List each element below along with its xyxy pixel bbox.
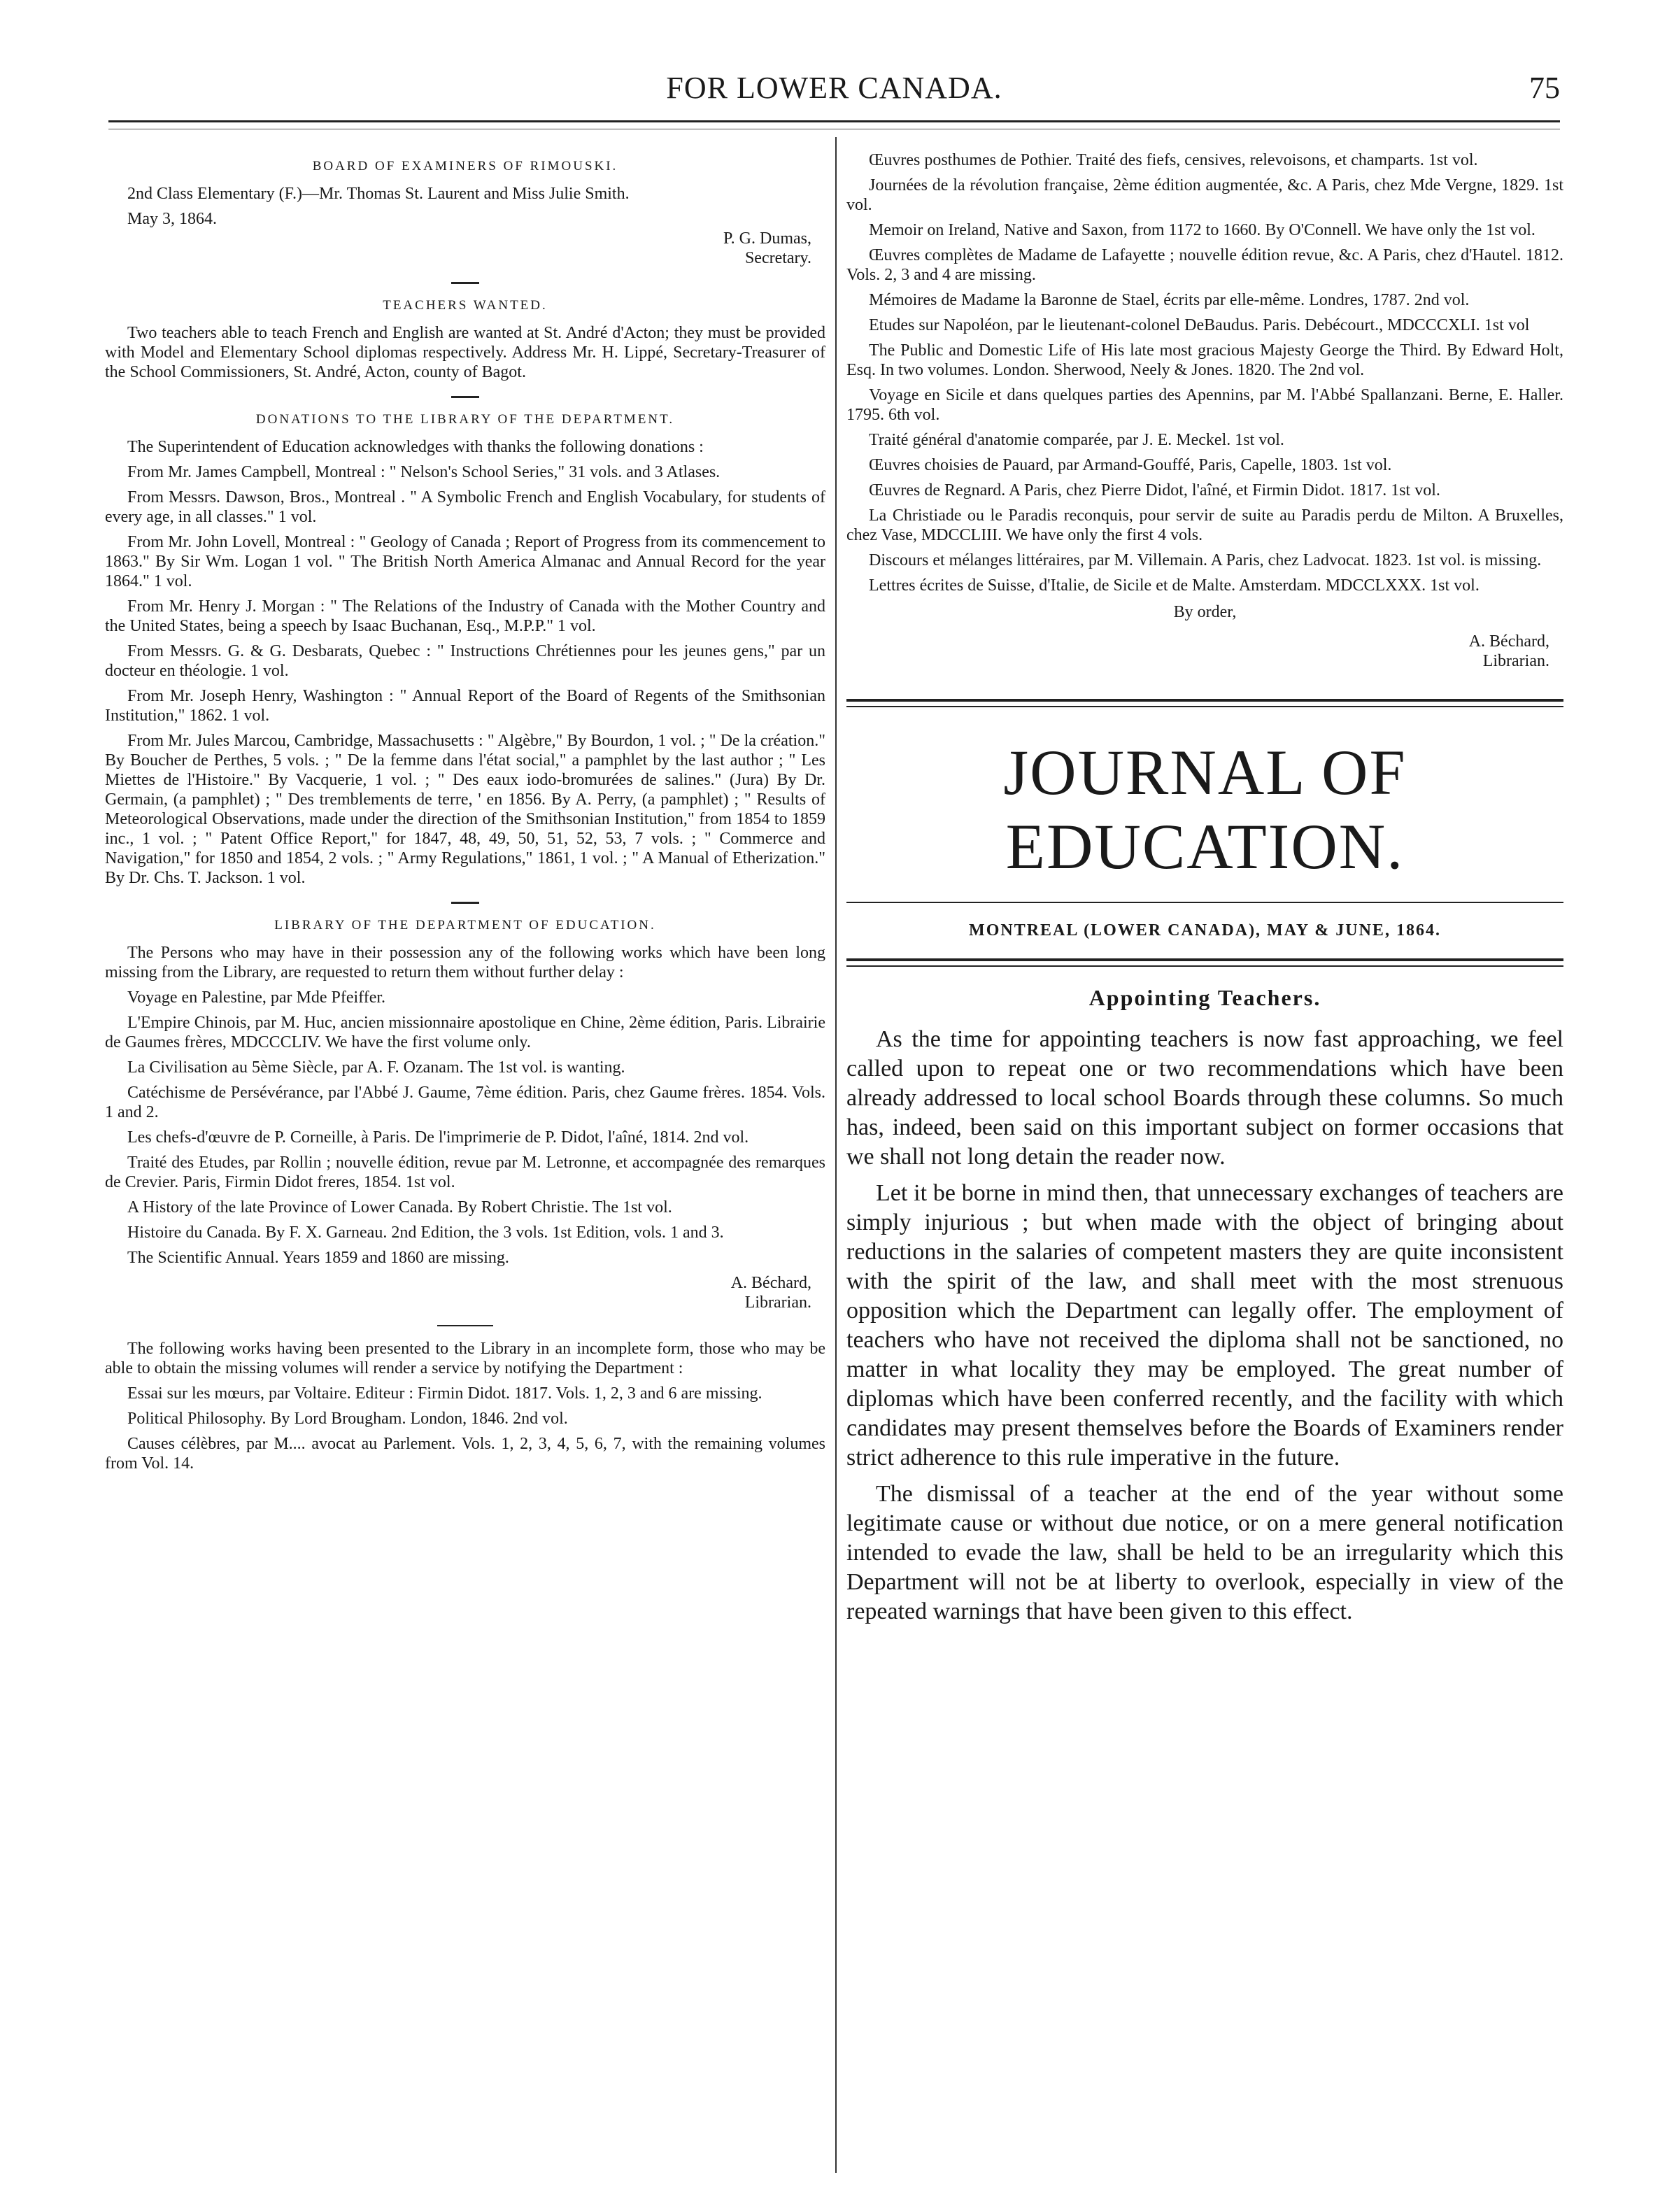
donation-entry: From Mr. Jules Marcou, Cambridge, Massachusetts : " Algèbre," By Bourdon, 1 vol. ; " De la création." By Boucher de Perthes, 5 vols. ; " De la femme dans l'état social," a pamphlet by the last author ; " Les Miettes de l'Histoire." By Vacquerie, 1 vol. ; " Des eaux iodo-bromurées de salines." (Jura) By Dr. Germain, (a pamphlet) ; " Des tremblements de terre, ' en 1856. By A. Perry, (a pamphlet) ; " Results of Meteorological Observations, made under the direction of the Smithsonian Institution," from 1854 to 1859 inc., 1 vol. ; " Patent Office Report," for 1847, 48, 49, 50, 51, 52, 53, 7 vols. ; " Commerce and Navigation," for 1850 and 1854, 2 vols. ; " Army Regulations," 1861, 1 vol. ; " A Manual of Etherization." By Dr. Chs. T. Jackson. 1 vol. (105, 732, 825, 887)
donation-entry: The Superintendent of Education acknowledges with thanks the following donations : (127, 438, 704, 456)
library-signer-title: Librarian. (744, 1293, 811, 1312)
dateline: MONTREAL (LOWER CANADA), MAY & JUNE, 1864. (969, 921, 1441, 940)
board-heading: BOARD OF EXAMINERS OF RIMOUSKI. (312, 159, 618, 173)
article-title: Appointing Teachers. (1088, 985, 1321, 1010)
page-number: 75 (1529, 71, 1560, 105)
donation-entry: From Messrs. G. & G. Desbarats, Quebec : " Instructions Chrétiennes pour les jeunes gens," par un docteur en théologie. 1 vol. (105, 642, 825, 680)
right-signer: A. Béchard, (1468, 632, 1549, 651)
library-heading: LIBRARY OF THE DEPARTMENT OF EDUCATION. (274, 918, 656, 933)
running-title: FOR LOWER CANADA. (666, 71, 1002, 105)
right-column (846, 150, 1563, 1633)
running-head (108, 64, 1560, 113)
teachers-text: Two teachers able to teach French and English are wanted at St. André d'Acton; they must be provided with Model and Elementary School diplomas respectively. Address Mr. H. Lippé, Secretary-Treasurer of the School Commissioners, St. André, Acton, county of Bagot. (105, 324, 825, 381)
teachers-heading: TEACHERS WANTED. (383, 298, 548, 313)
library-entry: Traité des Etudes, par Rollin ; nouvelle édition, revue par M. Letronne, et accompagnée des remarques de Crevier. Paris, Firmin Didot freres, 1854. 1st vol. (105, 1154, 825, 1191)
article-paragraph: The dismissal of a teacher at the end of the year without some legitimate cause or without due notice, or on a mere general notification intended to evade the law, shall be held to be an irregularity which this Department will not be at liberty to overlook, especially in view of the repeated warnings that have been given to this effect. (846, 1481, 1563, 1624)
work-entry: Œuvres choisies de Pauard, par Armand-Gouffé, Paris, Capelle, 1803. 1st vol. (869, 456, 1392, 474)
library-entry: Histoire du Canada. By F. X. Garneau. 2nd Edition, the 3 vols. 1st Edition, vols. 1 and 3. (127, 1224, 724, 1242)
work-entry: Discours et mélanges littéraires, par M. Villemain. A Paris, chez Ladvocat. 1823. 1st vol. is missing. (869, 551, 1542, 569)
work-entry: Traité général d'anatomie comparée, par J. E. Meckel. 1st vol. (869, 431, 1284, 449)
masthead-rule-bottom (846, 958, 1563, 967)
library-entry: La Civilisation au 5ème Siècle, par A. F. Ozanam. The 1st vol. is wanting. (127, 1058, 625, 1077)
incomplete-entry: The following works having been presented to the Library in an incomplete form, those who may be able to obtain the missing volumes will render a service by notifying the Department : (105, 1340, 825, 1377)
incomplete-entry: Political Philosophy. By Lord Brougham. London, 1846. 2nd vol. (127, 1410, 568, 1428)
section-dash (451, 282, 479, 284)
library-entry: Les chefs-d'œuvre de P. Corneille, à Paris. De l'imprimerie de P. Didot, l'aîné, 1814. 2nd vol. (127, 1128, 749, 1147)
journal-title: JOURNAL OF EDUCATION. (1003, 737, 1407, 882)
work-entry: Etudes sur Napoléon, par le lieutenant-colonel DeBaudus. Paris. Debécourt., MDCCCXLI. 1st vol (869, 316, 1530, 334)
library-signer: A. Béchard, (730, 1274, 811, 1292)
work-entry: Œuvres posthumes de Pothier. Traité des fiefs, censives, relevoisons, et champarts. 1st vol. (869, 151, 1478, 169)
right-signer-title: Librarian. (1482, 652, 1549, 670)
work-entry: Œuvres complètes de Madame de Lafayette ; nouvelle édition revue, &c. A Paris, chez d'Hautel. 1812. Vols. 2, 3 and 4 are missing. (846, 246, 1563, 284)
donation-entry: From Mr. Joseph Henry, Washington : " Annual Report of the Board of Regents of the Smithsonian Institution," 1862. 1 vol. (105, 687, 825, 725)
work-entry: La Christiade ou le Paradis reconquis, pour servir de suite au Paradis perdu de Milton. A Bruxelles, chez Vase, MDCCLIII. We have only the first 4 vols. (846, 506, 1563, 544)
column-divider (835, 137, 837, 2173)
by-order: By order, (1173, 603, 1237, 621)
library-entry: L'Empire Chinois, par M. Huc, ancien missionnaire apostolique en Chine, 2ème édition, Paris. Librairie de Gaumes frères, MDCCCLIV. We have the first volume only. (105, 1014, 825, 1051)
library-entry: Catéchisme de Persévérance, par l'Abbé J. Gaume, 7ème édition. Paris, chez Gaume frères. 1854. Vols. 1 and 2. (105, 1084, 825, 1121)
library-entry: The Persons who may have in their possession any of the following works which have been long missing from the Library, are requested to return them without further delay : (105, 944, 825, 981)
donation-entry: From Mr. James Campbell, Montreal : " Nelson's School Series," 31 vols. and 3 Atlases. (127, 463, 721, 481)
work-entry: Memoir on Ireland, Native and Saxon, from 1172 to 1660. By O'Connell. We have only the 1st vol. (869, 221, 1535, 239)
section-rule (437, 1325, 493, 1326)
incomplete-entry: Essai sur les mœurs, par Voltaire. Editeur : Firmin Didot. 1817. Vols. 1, 2, 3 and 6 are missing. (127, 1384, 762, 1403)
work-entry: Mémoires de Madame la Baronne de Stael, écrits par elle-même. Londres, 1787. 2nd vol. (869, 291, 1470, 309)
left-column (105, 150, 825, 1479)
work-entry: Œuvres de Regnard. A Paris, chez Pierre Didot, l'aîné, et Firmin Didot. 1817. 1st vol. (869, 481, 1440, 499)
article (846, 985, 1563, 1626)
library-entry: A History of the late Province of Lower Canada. By Robert Christie. The 1st vol. (127, 1198, 672, 1217)
work-entry: The Public and Domestic Life of His late most gracious Majesty George the Third. By Edward Holt, Esq. In two volumes. London. Sherwood, Neely & Jones. 1820. The 2nd vol. (846, 341, 1563, 379)
incomplete-entry: Causes célèbres, par M.... avocat au Parlement. Vols. 1, 2, 3, 4, 5, 6, 7, with the remaining volumes from Vol. 14. (105, 1435, 825, 1473)
masthead-rule-top (846, 699, 1563, 707)
header-rule (108, 120, 1560, 122)
board-signer: P. G. Dumas, (723, 229, 811, 248)
donation-entry: From Mr. John Lovell, Montreal : " Geology of Canada ; Report of Progress from its commencement to 1863." By Sir Wm. Logan 1 vol. " The British North America Almanac and Annual Record for the year 1864." 1 vol. (105, 533, 825, 590)
board-signer-title: Secretary. (744, 249, 811, 267)
donations-heading: DONATIONS TO THE LIBRARY OF THE DEPARTMENT. (255, 412, 675, 427)
board-text: 2nd Class Elementary (F.)—Mr. Thomas St. Laurent and Miss Julie Smith. (127, 185, 630, 203)
work-entry: Lettres écrites de Suisse, d'Italie, de Sicile et de Malte. Amsterdam. MDCCLXXX. 1st vol. (869, 576, 1480, 595)
library-entry: Voyage en Palestine, par Mde Pfeiffer. (127, 988, 386, 1007)
section-dash (451, 396, 479, 398)
work-entry: Voyage en Sicile et dans quelques parties des Apennins, par M. l'Abbé Spallanzani. Berne, E. Haller. 1795. 6th vol. (846, 386, 1563, 424)
donation-entry: From Mr. Henry J. Morgan : " The Relations of the Industry of Canada with the Mother Country and the United States, being a speech by Isaac Buchanan, Esq., M.P.P." 1 vol. (105, 597, 825, 635)
library-entry: The Scientific Annual. Years 1859 and 1860 are missing. (127, 1249, 509, 1267)
donation-entry: From Messrs. Dawson, Bros., Montreal . " A Symbolic French and English Vocabulary, for students of every age, in all classes." 1 vol. (105, 488, 825, 526)
masthead-rule-mid (846, 902, 1563, 903)
article-paragraph: Let it be borne in mind then, that unnecessary exchanges of teachers are simply injurious ; but when made with the object of bringing about reductions in the salaries of competent masters they are quite inconsistent with the spirit of the law, and shall meet with the most strenuous opposition which the Department can legally offer. The employment of teachers who have not received the diploma shall not be sanctioned, no matter in what locality they may be employed. The great number of diplomas which have been conferred recently, and the facility with which candidates may present themselves before the Boards of Examiners render strict adherence to this rule imperative in the future. (846, 1180, 1563, 1470)
article-paragraph: As the time for appointing teachers is now fast approaching, we feel called upon to repeat one or two recommendations which have been already addressed to local school Boards through these columns. So much has, indeed, been said on this important subject on former occasions that we shall not long detain the reader now. (846, 1026, 1563, 1170)
board-date: May 3, 1864. (127, 210, 217, 228)
section-dash (451, 902, 479, 904)
work-entry: Journées de la révolution française, 2ème édition augmentée, &c. A Paris, chez Mde Vergne, 1829. 1st vol. (846, 176, 1563, 214)
